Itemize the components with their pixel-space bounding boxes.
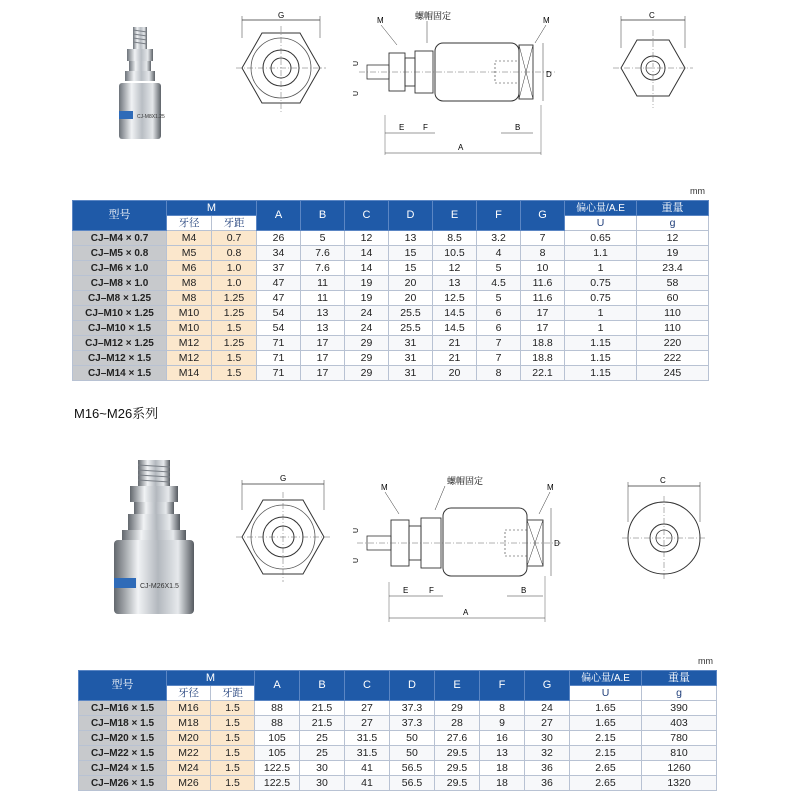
cell-model: CJ–M26 × 1.5: [79, 776, 167, 791]
header-eccentricity: 偏心量/A.E: [565, 201, 637, 216]
table-row: [73, 366, 709, 381]
cell-weight: 780: [642, 731, 717, 746]
cell-d: 56.5: [390, 761, 435, 776]
header-a-2: A: [255, 671, 300, 701]
cell-g: 30: [525, 731, 570, 746]
cell-d: 13: [389, 231, 433, 246]
cell-f: 7: [477, 351, 521, 366]
cell-a: 26: [257, 231, 301, 246]
cell-c: 12: [345, 231, 389, 246]
cell-model: CJ–M12 × 1.25: [73, 336, 167, 351]
cell-f: 8: [480, 701, 525, 716]
cell-d: 15: [389, 246, 433, 261]
cell-eccentricity: 2.15: [570, 731, 642, 746]
spec-table-large: [78, 670, 717, 791]
cell-g: 27: [525, 716, 570, 731]
cell-b: 7.6: [301, 246, 345, 261]
dim-label-u-top-2: U: [353, 527, 360, 533]
cell-weight: 222: [637, 351, 709, 366]
cell-c: 31.5: [345, 731, 390, 746]
cell-c: 29: [345, 336, 389, 351]
cell-a: 71: [257, 366, 301, 381]
header-c: C: [345, 201, 389, 231]
cell-b: 11: [301, 276, 345, 291]
cell-thread: M12: [167, 351, 212, 366]
cell-weight: 60: [637, 291, 709, 306]
dim-label-d: D: [546, 70, 552, 79]
table-row: [73, 306, 709, 321]
cell-g: 36: [525, 761, 570, 776]
cell-a: 54: [257, 306, 301, 321]
cell-c: 29: [345, 351, 389, 366]
dim-label-m-right: M: [543, 16, 550, 25]
cell-thread: M12: [167, 336, 212, 351]
cell-f: 16: [480, 731, 525, 746]
cell-pitch: 1.5: [211, 731, 255, 746]
front-view-hex-small: [232, 8, 332, 128]
cell-c: 24: [345, 321, 389, 336]
dim-label-m-left: M: [377, 16, 384, 25]
header-b: B: [301, 201, 345, 231]
cell-a: 34: [257, 246, 301, 261]
cell-weight: 390: [642, 701, 717, 716]
cell-g: 11.6: [521, 291, 565, 306]
cell-a: 88: [255, 701, 300, 716]
cell-model: CJ–M4 × 0.7: [73, 231, 167, 246]
header-m-2: M: [167, 671, 255, 686]
cell-eccentricity: 1: [565, 321, 637, 336]
header-eccentricity-2: 偏心量/A.E: [570, 671, 642, 686]
cell-f: 18: [480, 761, 525, 776]
cell-e: 29.5: [435, 776, 480, 791]
dim-label-g: G: [278, 11, 285, 20]
dim-label-m-right-2: M: [547, 483, 554, 492]
cell-pitch: 1.5: [212, 321, 257, 336]
dim-label-e-2: E: [403, 586, 409, 595]
cell-model: CJ–M20 × 1.5: [79, 731, 167, 746]
front-view-hex-large: [232, 470, 337, 595]
cell-c: 29: [345, 366, 389, 381]
cell-weight: 810: [642, 746, 717, 761]
product-photo-small: [105, 25, 175, 145]
cell-pitch: 0.7: [212, 231, 257, 246]
product-stamp: CJ-M8X1.25: [137, 114, 165, 120]
cell-weight: 12: [637, 231, 709, 246]
cell-c: 14: [345, 246, 389, 261]
cell-thread: M4: [167, 231, 212, 246]
cell-g: 17: [521, 306, 565, 321]
cell-e: 20: [433, 366, 477, 381]
cell-a: 71: [257, 336, 301, 351]
cell-e: 29.5: [435, 761, 480, 776]
header-weight: 重量: [637, 201, 709, 216]
table-row: [73, 291, 709, 306]
cell-b: 7.6: [301, 261, 345, 276]
table-row: [73, 336, 709, 351]
cell-model: CJ–M14 × 1.5: [73, 366, 167, 381]
cell-g: 10: [521, 261, 565, 276]
cell-g: 36: [525, 776, 570, 791]
cell-a: 122.5: [255, 761, 300, 776]
cell-model: CJ–M16 × 1.5: [79, 701, 167, 716]
cell-f: 5: [477, 291, 521, 306]
cell-pitch: 1.25: [212, 306, 257, 321]
cell-model: CJ–M5 × 0.8: [73, 246, 167, 261]
cell-b: 17: [301, 366, 345, 381]
cell-b: 21.5: [300, 716, 345, 731]
cell-eccentricity: 1.15: [565, 336, 637, 351]
cell-weight: 110: [637, 306, 709, 321]
table-row: [73, 276, 709, 291]
cell-g: 18.8: [521, 351, 565, 366]
cell-d: 31: [389, 336, 433, 351]
series-label: M16~M26系列: [74, 406, 159, 421]
cell-eccentricity: 0.65: [565, 231, 637, 246]
cell-e: 12: [433, 261, 477, 276]
cell-weight: 110: [637, 321, 709, 336]
cell-thread: M20: [167, 731, 211, 746]
cell-a: 105: [255, 746, 300, 761]
cell-thread: M16: [167, 701, 211, 716]
dim-label-b-2: B: [521, 586, 527, 595]
cell-d: 25.5: [389, 306, 433, 321]
cell-e: 12.5: [433, 291, 477, 306]
table-row: [73, 351, 709, 366]
cell-thread: M8: [167, 291, 212, 306]
cell-a: 122.5: [255, 776, 300, 791]
cell-eccentricity: 0.75: [565, 276, 637, 291]
cell-b: 17: [301, 351, 345, 366]
header-model: 型号: [73, 201, 167, 231]
cell-pitch: 1.5: [212, 366, 257, 381]
cell-model: CJ–M10 × 1.25: [73, 306, 167, 321]
cell-model: CJ–M6 × 1.0: [73, 261, 167, 276]
header-pitch: 牙距: [212, 216, 257, 231]
cell-model: CJ–M22 × 1.5: [79, 746, 167, 761]
cell-model: CJ–M12 × 1.5: [73, 351, 167, 366]
cell-eccentricity: 1: [565, 261, 637, 276]
cell-g: 11.6: [521, 276, 565, 291]
cell-thread: M6: [167, 261, 212, 276]
cell-eccentricity: 2.15: [570, 746, 642, 761]
cell-pitch: 0.8: [212, 246, 257, 261]
cell-f: 7: [477, 336, 521, 351]
cell-d: 37.3: [390, 701, 435, 716]
cell-d: 15: [389, 261, 433, 276]
cell-eccentricity: 2.65: [570, 761, 642, 776]
header-model-2: 型号: [79, 671, 167, 701]
cell-g: 24: [525, 701, 570, 716]
cell-a: 37: [257, 261, 301, 276]
cell-e: 14.5: [433, 321, 477, 336]
dim-label-g-2: G: [280, 474, 287, 483]
cell-c: 41: [345, 761, 390, 776]
cell-weight: 19: [637, 246, 709, 261]
cell-d: 31: [389, 366, 433, 381]
unit-label-top: mm: [690, 186, 705, 196]
header-d: D: [389, 201, 433, 231]
cell-e: 10.5: [433, 246, 477, 261]
cell-b: 13: [301, 306, 345, 321]
cell-f: 4.5: [477, 276, 521, 291]
cell-model: CJ–M8 × 1.0: [73, 276, 167, 291]
cell-b: 25: [300, 731, 345, 746]
table-row: [73, 321, 709, 336]
lock-nut-label-2: 螺帽固定: [447, 476, 484, 486]
cell-e: 21: [433, 351, 477, 366]
cell-g: 32: [525, 746, 570, 761]
product-stamp-large: CJ-M26X1.5: [140, 583, 179, 590]
cell-d: 56.5: [390, 776, 435, 791]
unit-label-bottom: mm: [698, 656, 713, 666]
cell-eccentricity: 2.65: [570, 776, 642, 791]
dim-label-d-2: D: [554, 539, 560, 548]
cell-thread: M14: [167, 366, 212, 381]
cell-a: 71: [257, 351, 301, 366]
cell-d: 20: [389, 276, 433, 291]
cell-pitch: 1.5: [212, 351, 257, 366]
cell-a: 105: [255, 731, 300, 746]
lock-nut-label: 螺帽固定: [415, 11, 452, 21]
cell-pitch: 1.0: [212, 261, 257, 276]
table-row: [79, 701, 717, 716]
product-photo-large: [108, 458, 203, 623]
cell-eccentricity: 1.65: [570, 701, 642, 716]
header-ecc-sub: U: [565, 216, 637, 231]
dim-label-m-left-2: M: [381, 483, 388, 492]
cell-a: 47: [257, 291, 301, 306]
cell-b: 25: [300, 746, 345, 761]
cell-pitch: 1.5: [211, 701, 255, 716]
cell-g: 7: [521, 231, 565, 246]
cell-b: 30: [300, 761, 345, 776]
cell-model: CJ–M18 × 1.5: [79, 716, 167, 731]
dim-label-u-bottom-2: U: [353, 557, 360, 563]
table-row: [73, 231, 709, 246]
header-f-2: F: [480, 671, 525, 701]
header-g: G: [521, 201, 565, 231]
cell-g: 18.8: [521, 336, 565, 351]
cell-eccentricity: 1.65: [570, 716, 642, 731]
header-g-2: G: [525, 671, 570, 701]
header-d-2: D: [390, 671, 435, 701]
cell-g: 8: [521, 246, 565, 261]
cell-eccentricity: 1.15: [565, 366, 637, 381]
cell-model: CJ–M8 × 1.25: [73, 291, 167, 306]
dim-label-b: B: [515, 123, 521, 132]
table-row: [79, 716, 717, 731]
cell-weight: 58: [637, 276, 709, 291]
cell-e: 29.5: [435, 746, 480, 761]
cell-thread: M10: [167, 321, 212, 336]
cell-f: 13: [480, 746, 525, 761]
table-row: [79, 746, 717, 761]
dim-label-a: A: [458, 143, 464, 152]
cell-pitch: 1.25: [212, 336, 257, 351]
cell-weight: 1320: [642, 776, 717, 791]
header-b-2: B: [300, 671, 345, 701]
cell-weight: 403: [642, 716, 717, 731]
header-m: M: [167, 201, 257, 216]
cell-pitch: 1.0: [212, 276, 257, 291]
cell-g: 22.1: [521, 366, 565, 381]
header-thread-2: 牙径: [167, 686, 211, 701]
cell-pitch: 1.5: [211, 746, 255, 761]
header-thread: 牙径: [167, 216, 212, 231]
cell-f: 3.2: [477, 231, 521, 246]
cell-e: 14.5: [433, 306, 477, 321]
cell-thread: M24: [167, 761, 211, 776]
header-weight-2: 重量: [642, 671, 717, 686]
cell-e: 28: [435, 716, 480, 731]
cell-a: 88: [255, 716, 300, 731]
cell-pitch: 1.5: [211, 761, 255, 776]
dim-label-f: F: [423, 123, 428, 132]
cell-weight: 245: [637, 366, 709, 381]
cell-d: 50: [390, 731, 435, 746]
dim-label-c-2: C: [660, 476, 666, 485]
cell-d: 20: [389, 291, 433, 306]
table-row: [79, 731, 717, 746]
cell-thread: M5: [167, 246, 212, 261]
cell-weight: 23.4: [637, 261, 709, 276]
cell-eccentricity: 0.75: [565, 291, 637, 306]
cell-model: CJ–M24 × 1.5: [79, 761, 167, 776]
cell-b: 30: [300, 776, 345, 791]
cell-b: 21.5: [300, 701, 345, 716]
cell-f: 6: [477, 306, 521, 321]
cell-f: 18: [480, 776, 525, 791]
side-view-drawing-large: [345, 472, 575, 632]
cell-c: 27: [345, 716, 390, 731]
cell-pitch: 1.5: [211, 776, 255, 791]
cell-e: 13: [433, 276, 477, 291]
cell-f: 4: [477, 246, 521, 261]
dim-label-f-2: F: [429, 586, 434, 595]
header-f: F: [477, 201, 521, 231]
table-row: [79, 776, 717, 791]
cell-pitch: 1.25: [212, 291, 257, 306]
cell-f: 6: [477, 321, 521, 336]
cell-c: 41: [345, 776, 390, 791]
cell-c: 19: [345, 276, 389, 291]
cell-d: 50: [390, 746, 435, 761]
cell-thread: M10: [167, 306, 212, 321]
header-c-2: C: [345, 671, 390, 701]
rear-view-round-large: [618, 472, 710, 582]
table-row: [73, 261, 709, 276]
cell-g: 17: [521, 321, 565, 336]
dim-label-u-bottom: U: [353, 90, 360, 96]
cell-c: 19: [345, 291, 389, 306]
cell-pitch: 1.5: [211, 716, 255, 731]
cell-eccentricity: 1: [565, 306, 637, 321]
cell-f: 9: [480, 716, 525, 731]
cell-a: 47: [257, 276, 301, 291]
cell-d: 25.5: [389, 321, 433, 336]
table-row: [73, 246, 709, 261]
cell-c: 14: [345, 261, 389, 276]
cell-e: 8.5: [433, 231, 477, 246]
cell-e: 27.6: [435, 731, 480, 746]
header-weight-sub: g: [637, 216, 709, 231]
cell-model: CJ–M10 × 1.5: [73, 321, 167, 336]
dim-label-u-top: U: [353, 60, 360, 66]
cell-thread: M26: [167, 776, 211, 791]
cell-c: 24: [345, 306, 389, 321]
cell-c: 31.5: [345, 746, 390, 761]
header-weight-sub-2: g: [642, 686, 717, 701]
cell-thread: M18: [167, 716, 211, 731]
cell-e: 29: [435, 701, 480, 716]
dim-label-e: E: [399, 123, 405, 132]
header-e: E: [433, 201, 477, 231]
cell-b: 11: [301, 291, 345, 306]
header-ecc-sub-2: U: [570, 686, 642, 701]
cell-f: 5: [477, 261, 521, 276]
cell-b: 17: [301, 336, 345, 351]
cell-a: 54: [257, 321, 301, 336]
spec-table-small: [72, 200, 709, 381]
cell-b: 13: [301, 321, 345, 336]
table-row: [79, 761, 717, 776]
cell-weight: 1260: [642, 761, 717, 776]
cell-c: 27: [345, 701, 390, 716]
cell-weight: 220: [637, 336, 709, 351]
header-pitch-2: 牙距: [211, 686, 255, 701]
cell-f: 8: [477, 366, 521, 381]
cell-d: 31: [389, 351, 433, 366]
rear-view-hex-small: [605, 8, 700, 128]
cell-b: 5: [301, 231, 345, 246]
cell-e: 21: [433, 336, 477, 351]
cell-thread: M8: [167, 276, 212, 291]
side-view-drawing-small: [345, 5, 570, 160]
cell-eccentricity: 1.15: [565, 351, 637, 366]
dim-label-c: C: [649, 11, 655, 20]
cell-thread: M22: [167, 746, 211, 761]
header-a: A: [257, 201, 301, 231]
dim-label-a-2: A: [463, 608, 469, 617]
header-e-2: E: [435, 671, 480, 701]
cell-eccentricity: 1.1: [565, 246, 637, 261]
cell-d: 37.3: [390, 716, 435, 731]
